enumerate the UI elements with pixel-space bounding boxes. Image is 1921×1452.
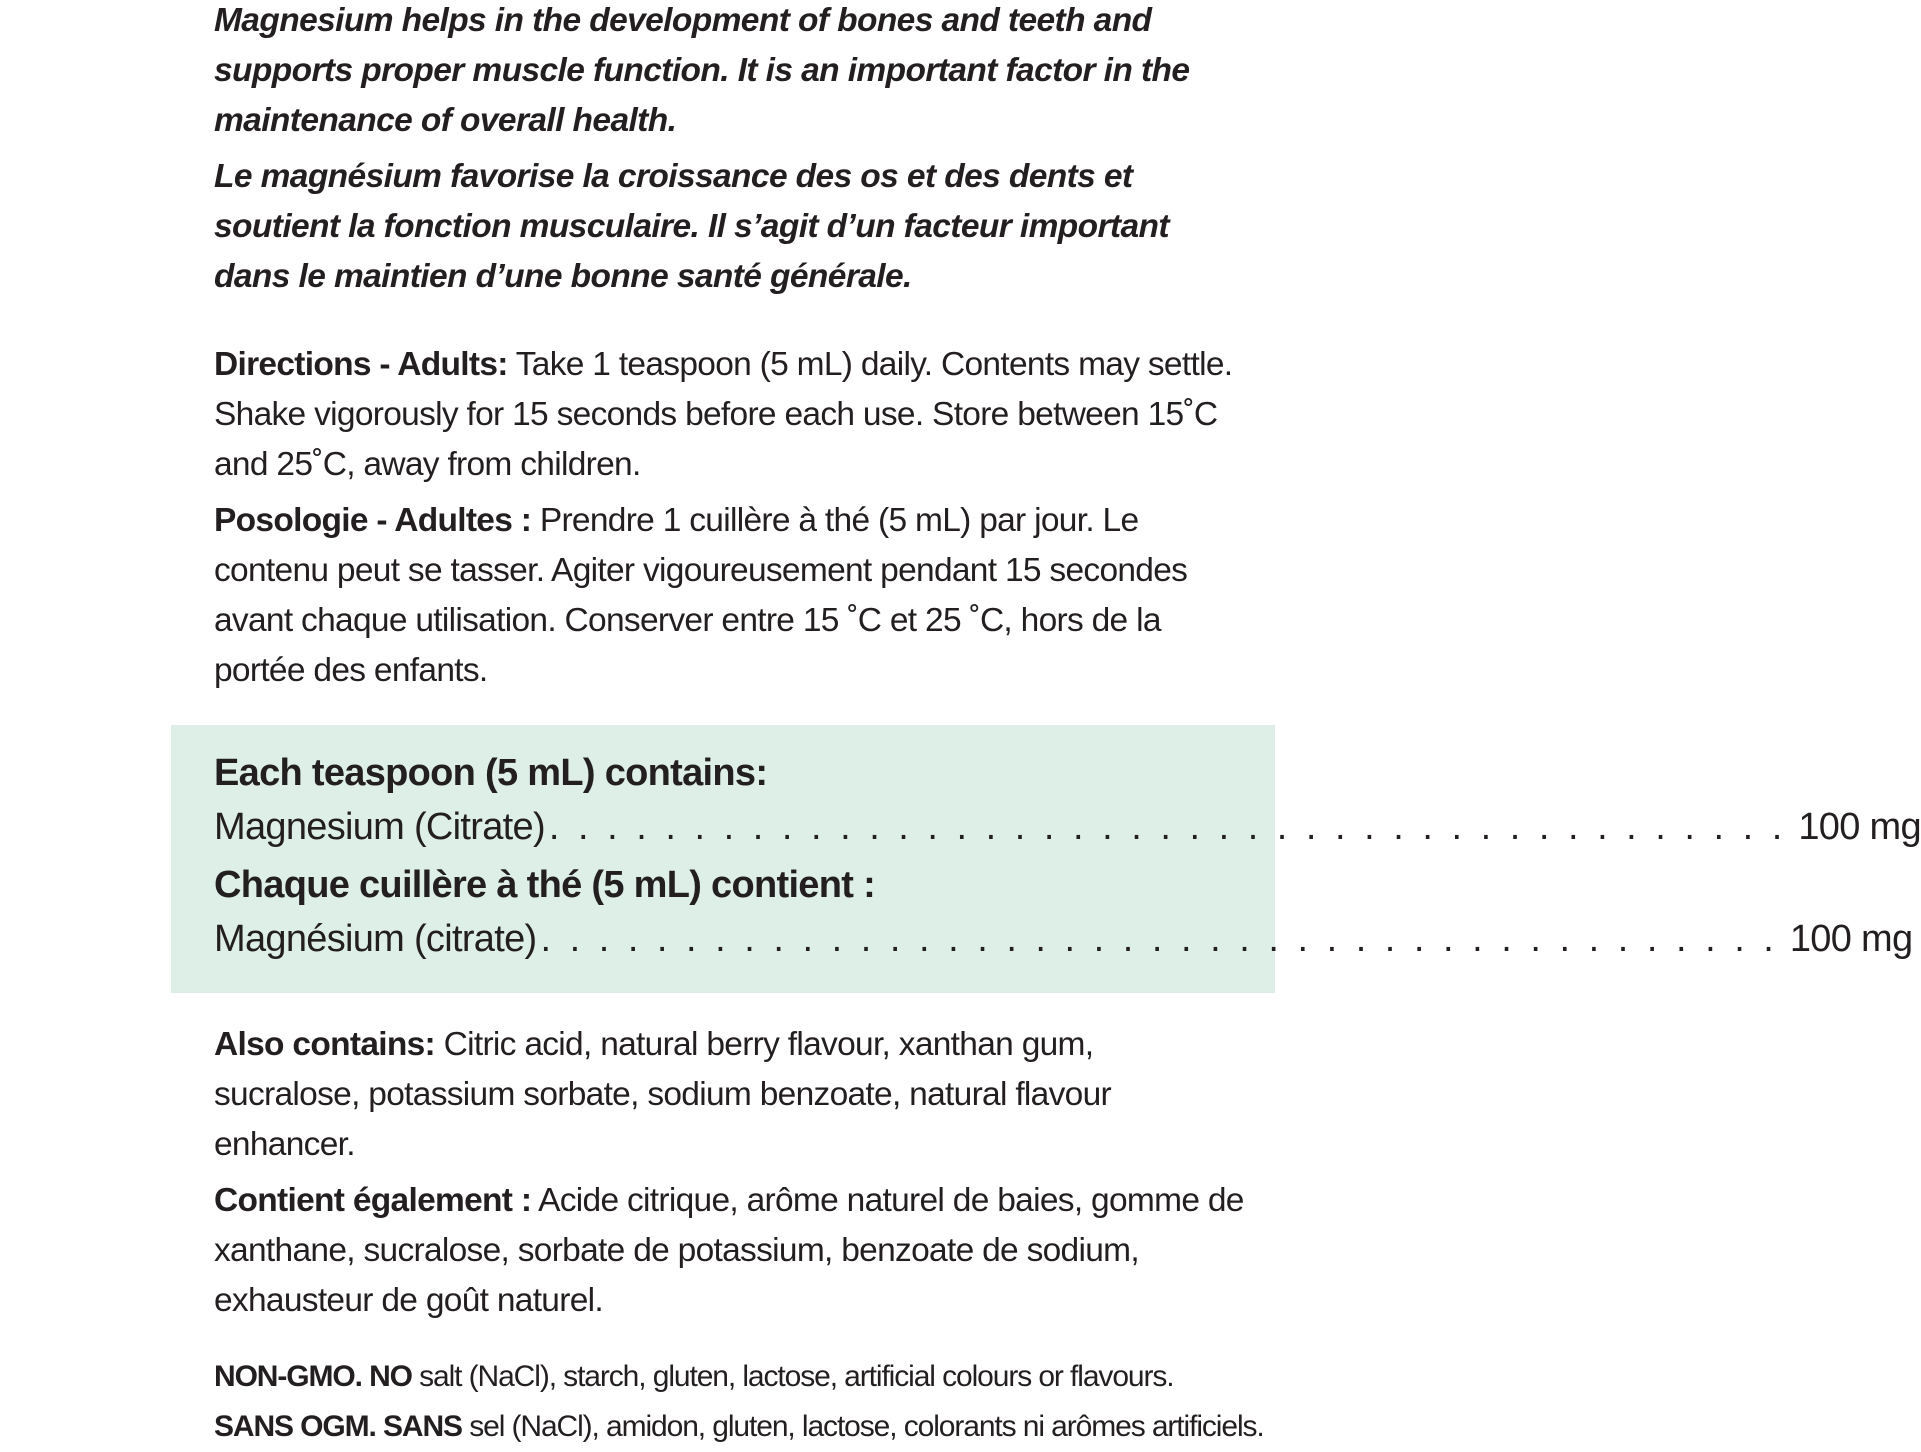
directions-english-label: Directions - Adults: xyxy=(214,346,508,383)
free-of-section xyxy=(214,1352,1264,1452)
directions-french xyxy=(214,496,1244,696)
free-of-french-label: SANS OGM. SANS xyxy=(214,1410,462,1443)
also-contains-english-text: Citric acid, natural berry flavour, xanthan gum, sucralose, potassium sorbate, sodium benzoate, natural flavour enhancer. xyxy=(214,1026,1111,1163)
directions-english-text: Take 1 teaspoon (5 mL) daily. Contents may settle. Shake vigorously for 15 seconds before each use. Store between 15˚C and 25˚C, away from children. xyxy=(214,346,1233,483)
also-contains-english xyxy=(214,1020,1244,1170)
contents-panel xyxy=(171,725,1921,993)
ingredient-amount-english: 100 mg xyxy=(1798,806,1921,848)
ingredient-amount-french: 100 mg xyxy=(1789,918,1913,960)
description-english: Magnesium helps in the development of bones and teeth and supports proper muscle function. It is an important factor in the maintenance of overall health. xyxy=(214,2,1190,139)
dot-leader: . . . . . . . . . . . . . . . . . . . . . . . . . . . . . . . . . . . . . . . . . . . xyxy=(540,918,1778,960)
contents-row-french xyxy=(214,911,1913,971)
dot-leader: . . . . . . . . . . . . . . . . . . . . . . . . . . . . . . . . . . . . . . . . . . . xyxy=(548,806,1787,848)
also-contains-french-text: Acide citrique, arôme naturel de baies, gomme de xanthane, sucralose, sorbate de potassium, benzoate de sodium, exhausteur de goût naturel. xyxy=(214,1182,1244,1319)
directions-section xyxy=(214,340,1244,702)
also-contains-french-label: Contient également : xyxy=(214,1182,532,1219)
free-of-english-text: salt (NaCl), starch, gluten, lactose, artificial colours or flavours. xyxy=(411,1360,1174,1393)
also-contains-english-label: Also contains: xyxy=(214,1026,436,1063)
free-of-french xyxy=(214,1402,1264,1452)
free-of-english xyxy=(214,1352,1244,1402)
contents-heading-french: Chaque cuillère à thé (5 mL) contient : xyxy=(214,864,876,906)
ingredient-name-french: Magnésium (citrate) xyxy=(214,918,537,960)
directions-french-label: Posologie - Adultes : xyxy=(214,502,532,539)
ingredient-name-english: Magnesium (Citrate) xyxy=(214,806,545,848)
product-description xyxy=(214,0,1244,308)
directions-french-text: Prendre 1 cuillère à thé (5 mL) par jour. Le contenu peut se tasser. Agiter vigoureusement pendant 15 secondes avant chaque utilisation. Conserver entre 15 ˚C et 25 ˚C, hors de la portée des enfants. xyxy=(214,502,1188,689)
contents-heading-english: Each teaspoon (5 mL) contains: xyxy=(214,752,768,794)
also-contains-section xyxy=(214,1020,1244,1332)
directions-english xyxy=(214,340,1244,490)
free-of-french-text: sel (NaCl), amidon, gluten, lactose, colorants ni arômes artificiels. xyxy=(461,1410,1264,1443)
also-contains-french xyxy=(214,1176,1244,1326)
contents-table xyxy=(214,747,1921,971)
contents-row-english xyxy=(214,799,1921,859)
description-french: Le magnésium favorise la croissance des os et des dents et soutient la fonction musculaire. Il s’agit d’un facteur important dans le maintien d’une bonne santé générale. xyxy=(214,158,1169,295)
free-of-english-label: NON-GMO. NO xyxy=(214,1360,412,1393)
